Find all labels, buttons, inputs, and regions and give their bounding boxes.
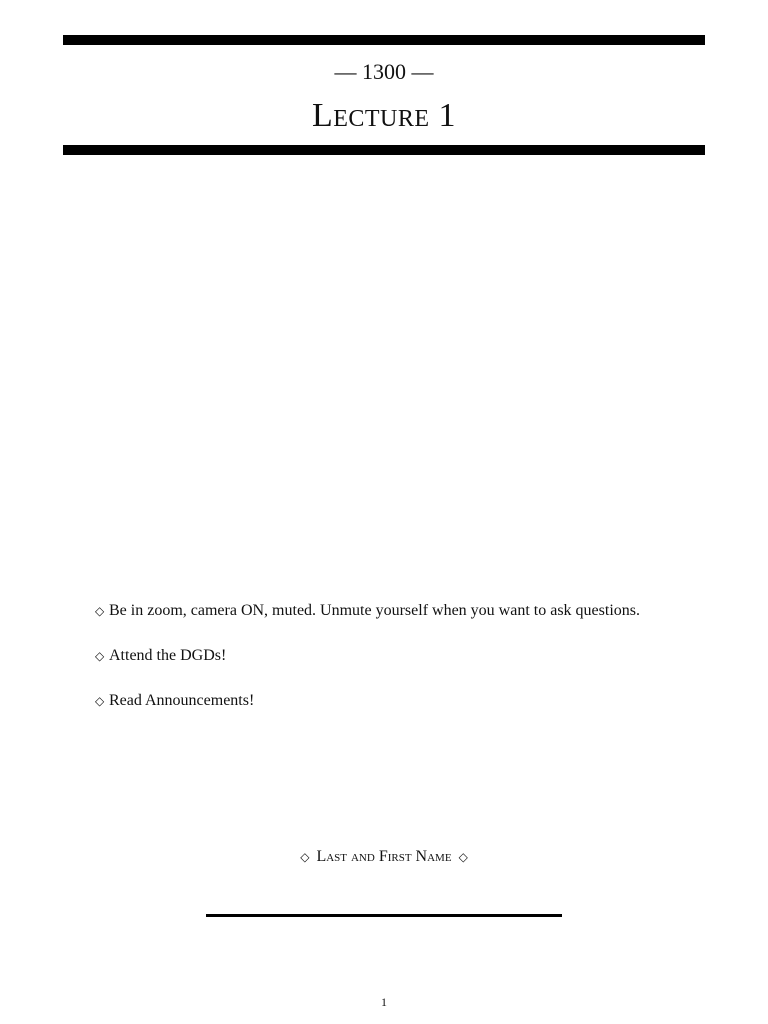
course-number: — 1300 —: [334, 59, 434, 84]
list-item: [95, 645, 715, 667]
diamond-icon: ◇: [95, 694, 105, 708]
page-number: 1: [381, 995, 387, 1009]
lecture-title: Lecture 1: [311, 97, 457, 134]
diamond-icon: ◇: [458, 850, 468, 864]
list-item: [95, 690, 715, 712]
name-field-label: [0, 846, 768, 868]
list-item-text: Read Announcements!: [109, 692, 255, 709]
list-item: [95, 600, 715, 622]
diamond-icon: ◇: [95, 649, 105, 663]
list-item-text: Be in zoom, camera ON, muted. Unmute yourself when you want to ask questions.: [109, 602, 640, 619]
name-signature-line: [206, 914, 562, 917]
list-item-text: Attend the DGDs!: [109, 647, 227, 664]
header-top-rule: [63, 35, 705, 45]
name-label-text: Last and First Name: [316, 848, 452, 865]
header-bottom-rule: [63, 145, 705, 155]
diamond-icon: ◇: [300, 850, 310, 864]
diamond-icon: ◇: [95, 604, 105, 618]
instructions-list: [95, 600, 715, 735]
